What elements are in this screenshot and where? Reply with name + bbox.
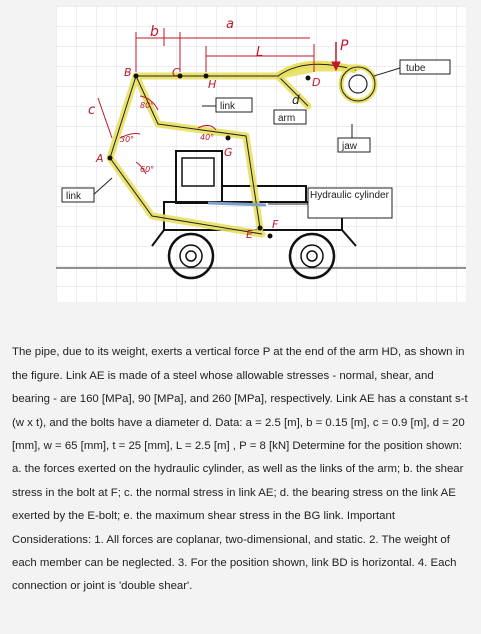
point-p: P xyxy=(340,38,349,54)
excavator-diagram xyxy=(56,6,466,302)
problem-statement: The pipe, due to its weight, exerts a vertical force P at the end of the arm HD, as shown in the figure. Link AE is made of a steel whose allowable stresses - normal, shear, and bearing - are 160 [MPa], 90 [MPa], and 260 [MPa], respectively. Link AE has a constant s-t (w x t), and the bolts have a diameter d. Data: a = 2.5 [m], b = 0.15 [m], c = 0.9 [m], d = 20 [mm], w = 65 [mm], t = 25 [mm], L = 2.5 [m] , P = 8 [kN] Determine for the position shown: a. the forces exerted on the hydraulic cylinder, as well as the links of the arm; b. the shear stress in the bolt at F; c. the normal stress in link AE; d. the bearing stress on the link AE exerted by the E-bolt; e. the maximum shear stress in the BG link. Important Considerations: 1. All forces are coplanar, two-dimensional, and static. 2. The weight of each member can be neglected. 3. For the position shown, link BD is horizontal. 4. Each connection or joint is 'double shear'. xyxy=(12,346,468,593)
dim-l: L xyxy=(256,45,264,60)
svg-text:link: link xyxy=(220,101,236,112)
point-h: H xyxy=(208,78,217,91)
svg-text:link: link xyxy=(66,191,82,202)
point-b: B xyxy=(124,66,132,79)
dim-b: b xyxy=(150,24,159,40)
callout-arm xyxy=(274,110,306,124)
hydraulic-cylinder-rod xyxy=(208,203,266,205)
angle-40: 40° xyxy=(200,133,215,142)
point-e: E xyxy=(246,228,253,241)
svg-text:arm: arm xyxy=(278,113,296,124)
point-f: F xyxy=(272,218,279,231)
point-c: C xyxy=(172,66,180,79)
point-g: G xyxy=(224,146,233,159)
point-d: D xyxy=(312,76,321,89)
dim-c: c xyxy=(88,103,96,118)
angle-30: 30° xyxy=(120,135,135,144)
svg-text:tube: tube xyxy=(406,63,426,74)
excavator-figure xyxy=(56,6,466,302)
point-a: A xyxy=(96,152,104,165)
svg-text:jaw: jaw xyxy=(342,141,358,152)
dim-d-mark: d xyxy=(292,93,300,107)
angle-80: 80° xyxy=(140,101,155,110)
angle-60: 60° xyxy=(140,165,155,174)
callout-hydraulic-cylinder: Hydraulic cylinder xyxy=(268,188,392,218)
dim-a: a xyxy=(226,17,234,32)
